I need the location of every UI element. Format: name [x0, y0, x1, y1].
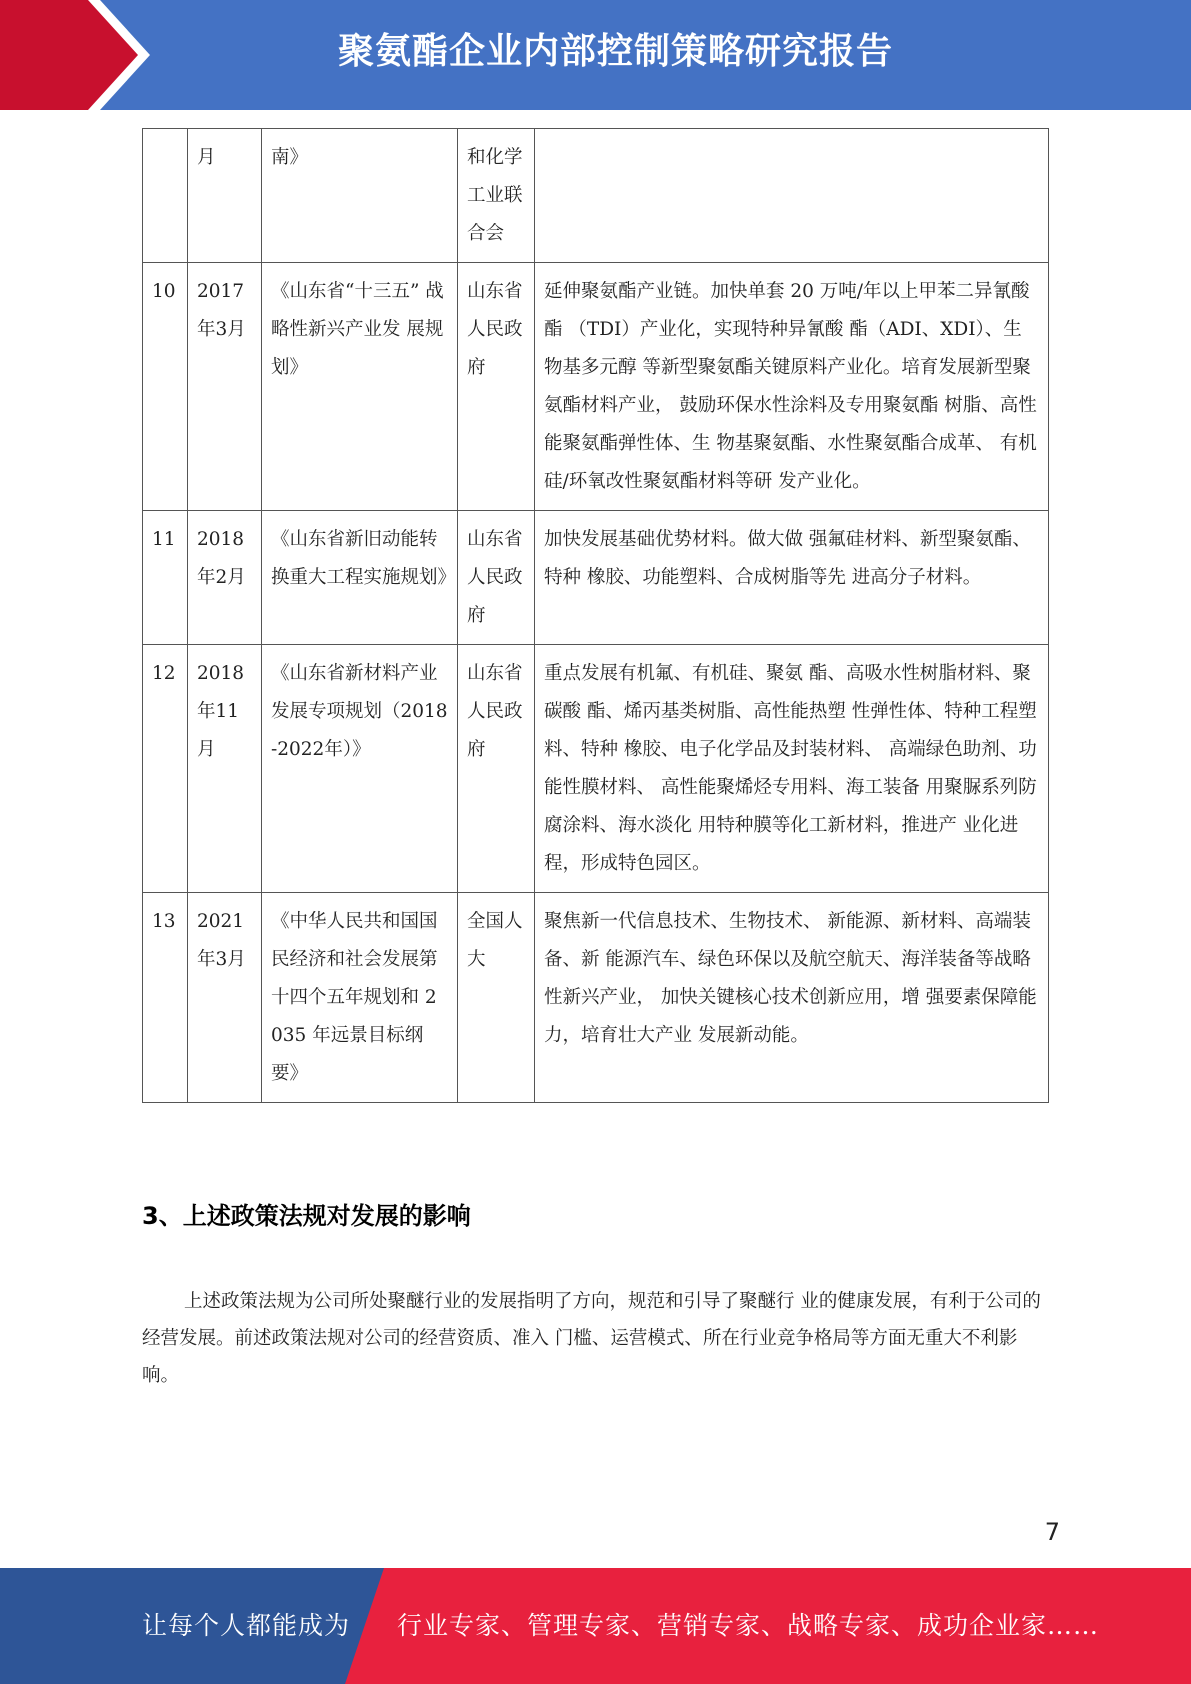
body-paragraph: 上述政策法规为公司所处聚醚行业的发展指明了方向，规范和引导了聚醚行 业的健康发展，有利于公司的经营发展。前述政策法规对公司的经营资质、准入 门槛、运营模式、所在行业竞争格局等方面无重大不利影响。 — [142, 1291, 1041, 1386]
row-issuer: 和化学工业联合会 — [458, 129, 535, 263]
footer-slogan-left: 让每个人都能成为 — [142, 1611, 351, 1640]
section-heading: 3、上述政策法规对发展的影响 — [142, 1202, 471, 1230]
row-content: 重点发展有机氟、有机硅、聚氨 酯、高吸水性树脂材料、聚碳酸 酯、烯丙基类树脂、高性能热塑 性弹性体、特种工程塑料、特种 橡胶、电子化学品及封装材料、 高端绿色助剂、功能性膜材料、 高性能聚烯烃专用料、海工装备 用聚脲系列防腐涂料、海水淡化 用特种膜等化工新材料，推进产 业化进程，形成特色园区。 — [535, 645, 1049, 893]
row-content: 延伸聚氨酯产业链。加快单套 20 万吨/年以上甲苯二异氰酸酯 （TDI）产业化，实现特种异氰酸 酯（ADI、XDI）、生物基多元醇 等新型聚氨酯关键原料产业化。培育发展新型聚氨酯材料产业， 鼓励环保水性涂料及专用聚氨酯 树脂、高性能聚氨酯弹性体、生 物基聚氨酯、水性聚氨酯合成革、 有机硅/环氧改性聚氨酯材料等研 发产业化。 — [535, 263, 1049, 511]
row-number: 10 — [143, 263, 188, 511]
row-date: 月 — [188, 129, 262, 263]
page-header — [0, 0, 1191, 110]
row-date: 2021年3月 — [188, 893, 262, 1103]
table-row — [143, 511, 1049, 645]
table-row — [143, 263, 1049, 511]
row-date: 2018年11月 — [188, 645, 262, 893]
policy-table — [142, 128, 1049, 1103]
row-issuer: 山东省人民政府 — [458, 511, 535, 645]
table-row — [143, 893, 1049, 1103]
table-row — [143, 645, 1049, 893]
row-date: 2018年2月 — [188, 511, 262, 645]
row-policy-title: 《山东省新材料产业发展专项规划（2018-2022年）》 — [262, 645, 458, 893]
row-content — [535, 129, 1049, 263]
page-number: 7 — [1044, 1518, 1060, 1546]
header-title: 聚氨酯企业内部控制策略研究报告 — [337, 31, 893, 72]
table-row — [143, 129, 1049, 263]
row-content: 加快发展基础优势材料。做大做 强氟硅材料、新型聚氨酯、特种 橡胶、功能塑料、合成树脂等先 进高分子材料。 — [535, 511, 1049, 645]
row-issuer: 山东省人民政府 — [458, 645, 535, 893]
row-policy-title: 《山东省“十三五” 战略性新兴产业发 展规划》 — [262, 263, 458, 511]
row-policy-title: 南》 — [262, 129, 458, 263]
row-content: 聚焦新一代信息技术、生物技术、 新能源、新材料、高端装备、新 能源汽车、绿色环保以及航空航天、海洋装备等战略性新兴产业， 加快关键核心技术创新应用，增 强要素保障能力，培育壮大产业 发展新动能。 — [535, 893, 1049, 1103]
row-number: 11 — [143, 511, 188, 645]
row-number: 12 — [143, 645, 188, 893]
row-issuer: 山东省人民政府 — [458, 263, 535, 511]
footer-slogan-right: 行业专家、管理专家、营销专家、战略专家、成功企业家…… — [397, 1611, 1100, 1640]
row-policy-title: 《山东省新旧动能转换重大工程实施规划》 — [262, 511, 458, 645]
row-policy-title: 《中华人民共和国国民经济和社会发展第十四个五年规划和 2035 年远景目标纲要》 — [262, 893, 458, 1103]
row-date: 2017年3月 — [188, 263, 262, 511]
row-number — [143, 129, 188, 263]
row-issuer: 全国人大 — [458, 893, 535, 1103]
page-footer — [0, 1568, 1191, 1684]
row-number: 13 — [143, 893, 188, 1103]
